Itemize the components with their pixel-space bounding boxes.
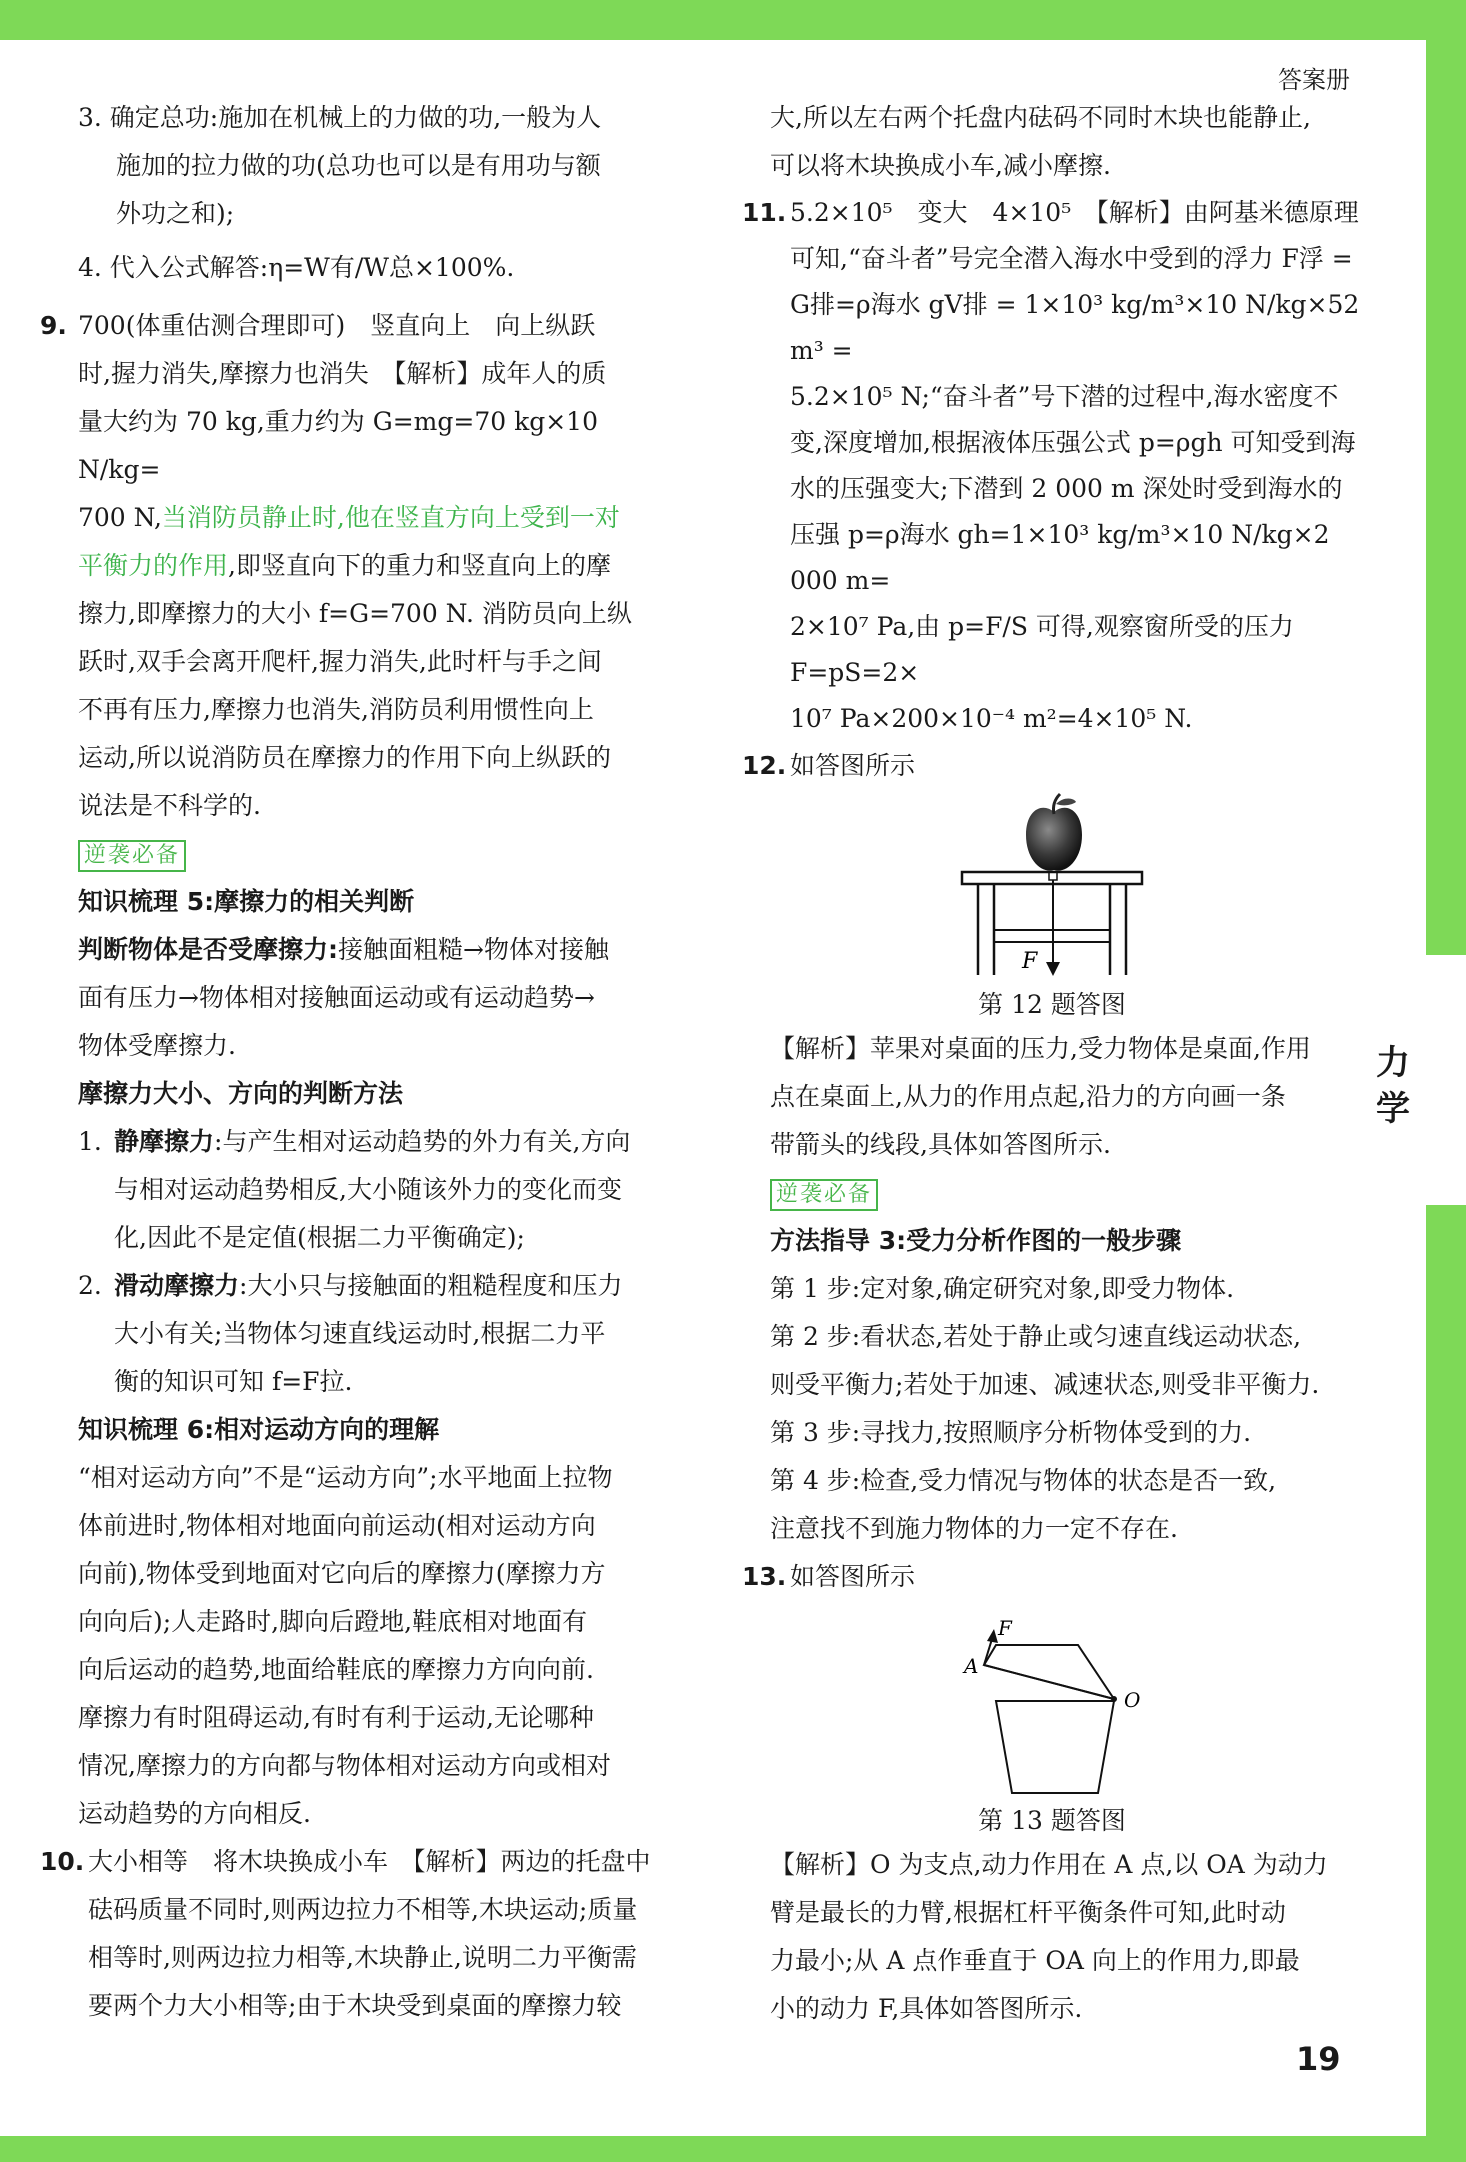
k6-line-b: 体前进时,物体相对地面向前运动(相对运动方向 bbox=[78, 1511, 596, 1540]
step-3-line-2: 施加的拉力做的功(总功也可以是有用功与额 bbox=[116, 151, 601, 180]
q9-line-c: 量大约为 70 kg,重力约为 G=mg=70 kg×10 N/kg= bbox=[78, 407, 598, 484]
figure-13-bucket-lever bbox=[942, 1601, 1162, 1801]
section-label-2: 学 bbox=[1376, 1089, 1410, 1129]
k5-item-1 bbox=[40, 1118, 680, 1262]
k5-line-a bbox=[40, 926, 680, 974]
question-11 bbox=[742, 190, 1362, 742]
force-label-f: F bbox=[1022, 949, 1038, 974]
q9-line-g: 跃时,双手会离开爬杆,握力消失,此时杆与手之间 bbox=[78, 647, 602, 676]
label-a: A bbox=[964, 1654, 979, 1678]
method-3-title: 方法指导 3:受力分析作图的一般步骤 bbox=[770, 1226, 1182, 1255]
q9-e-plain: ,即竖直向下的重力和竖直向上的摩 bbox=[228, 551, 611, 580]
figure-13-caption: 第 13 题答图 bbox=[978, 1806, 1126, 1835]
method-3-step-4: 第 4 步:检查,受力情况与物体的状态是否一致, bbox=[770, 1466, 1277, 1495]
page-number: 19 bbox=[1296, 2040, 1341, 2078]
q11-line-i: 10⁷ Pa×200×10⁻⁴ m²=4×10⁵ N. bbox=[790, 704, 1193, 733]
q11-line-e: 变,深度增加,根据液体压强公式 p=ρgh 可知受到海 bbox=[790, 428, 1356, 457]
side-tab bbox=[1426, 955, 1466, 1205]
q11-line-b: 可知,“奋斗者”号完全潜入海水中受到的浮力 F浮 = bbox=[790, 244, 1353, 273]
q11-line-h: 2×10⁷ Pa,由 p=F/S 可得,观察窗所受的压力 F=pS=2× bbox=[790, 612, 1294, 687]
apple bbox=[1026, 808, 1082, 871]
method-3-step-2: 第 2 步:看状态,若处于静止或匀速直线运动状态, bbox=[770, 1322, 1302, 1351]
k6-line-h: 运动趋势的方向相反. bbox=[78, 1799, 311, 1828]
k5-1-line-3: 化,因此不是定值(根据二力平衡确定); bbox=[114, 1223, 525, 1252]
bucket-body bbox=[996, 1701, 1114, 1793]
q13-analysis-4: 小的动力 F,具体如答图所示. bbox=[770, 1994, 1083, 2023]
method-3-step-2b: 则受平衡力;若处于加速、减速状态,则受非平衡力. bbox=[770, 1370, 1320, 1399]
label-o: O bbox=[1124, 1688, 1141, 1712]
knowledge-6-title: 知识梳理 6:相对运动方向的理解 bbox=[78, 1415, 440, 1444]
q11-line-d: 5.2×10⁵ N;“奋斗者”号下潜的过程中,海水密度不 bbox=[790, 382, 1339, 411]
k5-2-bold: 滑动摩擦力 bbox=[114, 1271, 240, 1300]
right-column bbox=[742, 94, 1362, 2033]
q12-analysis-1: 【解析】苹果对桌面的压力,受力物体是桌面,作用 bbox=[770, 1034, 1311, 1063]
k6-line-a: “相对运动方向”不是“运动方向”;水平地面上拉物 bbox=[78, 1463, 613, 1492]
q11-line-g: 压强 p=ρ海水 gh=1×10³ kg/m³×10 N/kg×2 000 m= bbox=[790, 520, 1330, 595]
q9-line-i: 运动,所以说消防员在摩擦力的作用下向上纵跃的 bbox=[78, 743, 611, 772]
step-3-line: 3. 确定总功:施加在机械上的力做的功,一般为人 bbox=[78, 103, 602, 132]
q12-intro: 如答图所示 bbox=[790, 751, 916, 780]
question-10 bbox=[40, 1838, 680, 2030]
q11-line-f: 水的压强变大;下潜到 2 000 m 深处时受到海水的 bbox=[790, 474, 1343, 503]
k6-line-d: 向向后);人走路时,脚向后蹬地,鞋底相对地面有 bbox=[78, 1607, 588, 1636]
badge-row-right bbox=[742, 1169, 1362, 1217]
q11-line-c: G排=ρ海水 gV排 = 1×10³ kg/m³×10 N/kg×52 m³ = bbox=[790, 290, 1360, 365]
q9-line-b: 时,握力消失,摩擦力也消失 【解析】成年人的质 bbox=[78, 359, 607, 388]
question-9 bbox=[40, 302, 680, 830]
question-12-number: 12. bbox=[742, 751, 787, 780]
q13-analysis-3: 力最小;从 A 点作垂直于 OA 向上的作用力,即最 bbox=[770, 1946, 1300, 1975]
bucket-lid bbox=[984, 1645, 1114, 1699]
bottom-color-band bbox=[0, 2136, 1466, 2162]
badge-row-left bbox=[40, 830, 680, 878]
k5-line-c: 物体受摩擦力. bbox=[78, 1031, 236, 1060]
q10-line-b: 砝码质量不同时,则两边拉力不相等,木块运动;质量 bbox=[88, 1895, 638, 1924]
pivot-o bbox=[1111, 1696, 1117, 1702]
k5-1-bold: 静摩擦力 bbox=[114, 1127, 215, 1156]
tips-badge-left: 逆袭必备 bbox=[78, 840, 186, 872]
k5-item-2-number: 2. bbox=[78, 1271, 102, 1300]
q10-line-c: 相等时,则两边拉力相等,木块静止,说明二力平衡需 bbox=[88, 1943, 637, 1972]
force-arrow-head bbox=[1046, 962, 1060, 976]
question-12 bbox=[742, 742, 1362, 790]
figure-12-apple-on-table bbox=[942, 790, 1162, 985]
q9-line-h: 不再有压力,摩擦力也消失,消防员利用惯性向上 bbox=[78, 695, 594, 724]
q10-line-d: 要两个力大小相等;由于木块受到桌面的摩擦力较 bbox=[88, 1991, 622, 2020]
book-title: 答案册 bbox=[1278, 66, 1350, 94]
q11-line-a: 5.2×10⁵ 变大 4×10⁵ 【解析】由阿基米德原理 bbox=[790, 198, 1359, 227]
q9-d-plain: 700 N, bbox=[78, 503, 162, 532]
question-9-number: 9. bbox=[40, 311, 67, 340]
tips-badge-right: 逆袭必备 bbox=[770, 1179, 878, 1211]
k5-2-plain: :大小只与接触面的粗糙程度和压力 bbox=[239, 1271, 623, 1300]
section-label-1: 力 bbox=[1376, 1043, 1410, 1083]
q9-line-e bbox=[78, 542, 680, 590]
method-3-step-3: 第 3 步:寻找力,按照顺序分析物体受到的力. bbox=[770, 1418, 1252, 1447]
question-11-number: 11. bbox=[742, 198, 787, 227]
k5-2-line-3: 衡的知识可知 f=F拉. bbox=[114, 1367, 353, 1396]
k5-1-plain: :与产生相对运动趋势的外力有关,方向 bbox=[214, 1127, 631, 1156]
k5-a-plain: 接触面粗糙→物体对接触 bbox=[338, 935, 609, 964]
k5-a-bold: 判断物体是否受摩擦力: bbox=[78, 935, 338, 964]
apple-leaf bbox=[1056, 799, 1076, 806]
q10-line-a: 大小相等 将木块换成小车 【解析】两边的托盘中 bbox=[88, 1847, 651, 1876]
k5-2-line-2: 大小有关;当物体匀速直线运动时,根据二力平 bbox=[114, 1319, 606, 1348]
k6-line-e: 向后运动的趋势,地面给鞋底的摩擦力方向向前. bbox=[78, 1655, 594, 1684]
step-4-line: 4. 代入公式解答:η=W有/W总×100%. bbox=[78, 253, 515, 282]
k5-line-b: 面有压力→物体相对接触面运动或有运动趋势→ bbox=[78, 983, 595, 1012]
method-3-step-1: 第 1 步:定对象,确定研究对象,即受力物体. bbox=[770, 1274, 1235, 1303]
label-f: F bbox=[998, 1616, 1012, 1640]
question-13 bbox=[742, 1553, 1362, 1601]
question-13-number: 13. bbox=[742, 1562, 787, 1591]
knowledge-5-title: 知识梳理 5:摩擦力的相关判断 bbox=[78, 887, 415, 916]
q13-analysis-2: 臂是最长的力臂,根据杠杆平衡条件可知,此时动 bbox=[770, 1898, 1286, 1927]
q13-intro: 如答图所示 bbox=[790, 1562, 916, 1591]
k5-item-2 bbox=[40, 1262, 680, 1406]
method-3-step-4b: 注意找不到施力物体的力一定不存在. bbox=[770, 1514, 1178, 1543]
k5-1-line-1 bbox=[114, 1118, 680, 1166]
k5-subtitle: 摩擦力大小、方向的判断方法 bbox=[78, 1079, 404, 1108]
q12-analysis-2: 点在桌面上,从力的作用点起,沿力的方向画一条 bbox=[770, 1082, 1286, 1111]
q9-line-j: 说法是不科学的. bbox=[78, 791, 261, 820]
k5-2-line-1 bbox=[114, 1262, 680, 1310]
k6-line-f: 摩擦力有时阻碍运动,有时有利于运动,无论哪种 bbox=[78, 1703, 594, 1732]
q13-analysis-1: 【解析】O 为支点,动力作用在 A 点,以 OA 为动力 bbox=[770, 1850, 1328, 1879]
k5-item-1-number: 1. bbox=[78, 1127, 102, 1156]
k6-line-c: 向前),物体受到地面对它向后的摩擦力(摩擦力方 bbox=[78, 1559, 606, 1588]
q9-e-highlight: 平衡力的作用 bbox=[78, 551, 229, 580]
force-f-head bbox=[987, 1629, 998, 1643]
left-column bbox=[40, 94, 680, 2030]
k5-1-line-2: 与相对运动趋势相反,大小随该外力的变化而变 bbox=[114, 1175, 622, 1204]
q9-d-highlight: 当消防员静止时,他在竖直方向上受到一对 bbox=[161, 503, 620, 532]
q9-line-d bbox=[78, 494, 680, 542]
section-label bbox=[1376, 1040, 1410, 1132]
question-10-number: 10. bbox=[40, 1847, 85, 1876]
step-3-line-3: 外功之和); bbox=[116, 199, 235, 228]
q9-line-a: 700(体重估测合理即可) 竖直向上 向上纵跃 bbox=[78, 311, 596, 340]
top-color-band bbox=[0, 0, 1466, 40]
q12-analysis-3: 带箭头的线段,具体如答图所示. bbox=[770, 1130, 1111, 1159]
q10-continued-2: 可以将木块换成小车,减小摩擦. bbox=[770, 151, 1111, 180]
q10-continued-1: 大,所以左右两个托盘内砝码不同时木块也能静止, bbox=[770, 103, 1311, 132]
q9-line-f: 擦力,即摩擦力的大小 f=G=700 N. 消防员向上纵 bbox=[78, 599, 632, 628]
k6-line-g: 情况,摩擦力的方向都与物体相对运动方向或相对 bbox=[78, 1751, 611, 1780]
figure-12-caption: 第 12 题答图 bbox=[978, 990, 1126, 1019]
